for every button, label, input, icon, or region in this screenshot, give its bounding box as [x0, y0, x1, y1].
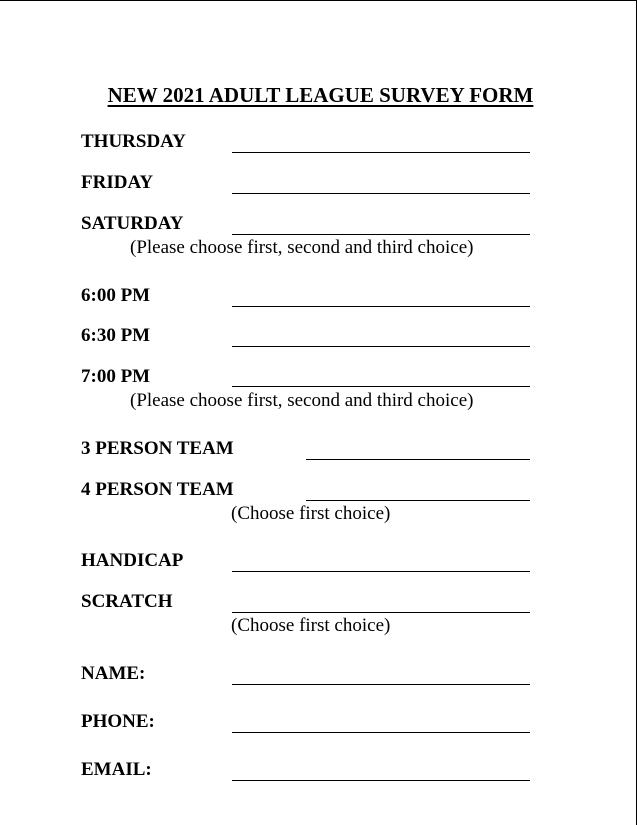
team-size-3-label: 3 PERSON TEAM [81, 438, 234, 459]
email-label: EMAIL: [81, 759, 152, 780]
scratch-label: SCRATCH [81, 591, 173, 612]
phone-blank[interactable] [232, 732, 530, 733]
time-option-600-label: 6:00 PM [81, 285, 151, 306]
scratch-blank[interactable] [232, 612, 530, 613]
time-choice-note: (Please choose first, second and third choice) [130, 390, 474, 411]
day-friday-blank[interactable] [232, 193, 530, 194]
form-title: NEW 2021 ADULT LEAGUE SURVEY FORM [107, 83, 534, 107]
handicap-label: HANDICAP [81, 550, 184, 571]
name-blank[interactable] [232, 684, 530, 685]
time-630-blank[interactable] [232, 346, 530, 347]
day-option-saturday-label: SATURDAY [81, 213, 184, 234]
time-option-630-label: 6:30 PM [81, 325, 151, 346]
handicap-blank[interactable] [232, 571, 530, 572]
team-size-3-blank[interactable] [306, 459, 530, 460]
day-saturday-blank[interactable] [232, 234, 530, 235]
team-size-4-blank[interactable] [306, 500, 530, 501]
time-700-blank[interactable] [232, 386, 530, 387]
team-size-4-label: 4 PERSON TEAM [81, 479, 234, 500]
time-option-700-label: 7:00 PM [81, 366, 151, 387]
team-size-choice-note: (Choose first choice) [231, 503, 391, 524]
name-label: NAME: [81, 663, 146, 684]
time-600-blank[interactable] [232, 306, 530, 307]
top-border-line [0, 0, 637, 1]
day-choice-note: (Please choose first, second and third choice) [130, 237, 474, 258]
email-blank[interactable] [232, 780, 530, 781]
day-option-thursday-label: THURSDAY [81, 131, 186, 152]
day-thursday-blank[interactable] [232, 152, 530, 153]
phone-label: PHONE: [81, 711, 155, 732]
day-option-friday-label: FRIDAY [81, 172, 154, 193]
league-type-choice-note: (Choose first choice) [231, 615, 391, 636]
